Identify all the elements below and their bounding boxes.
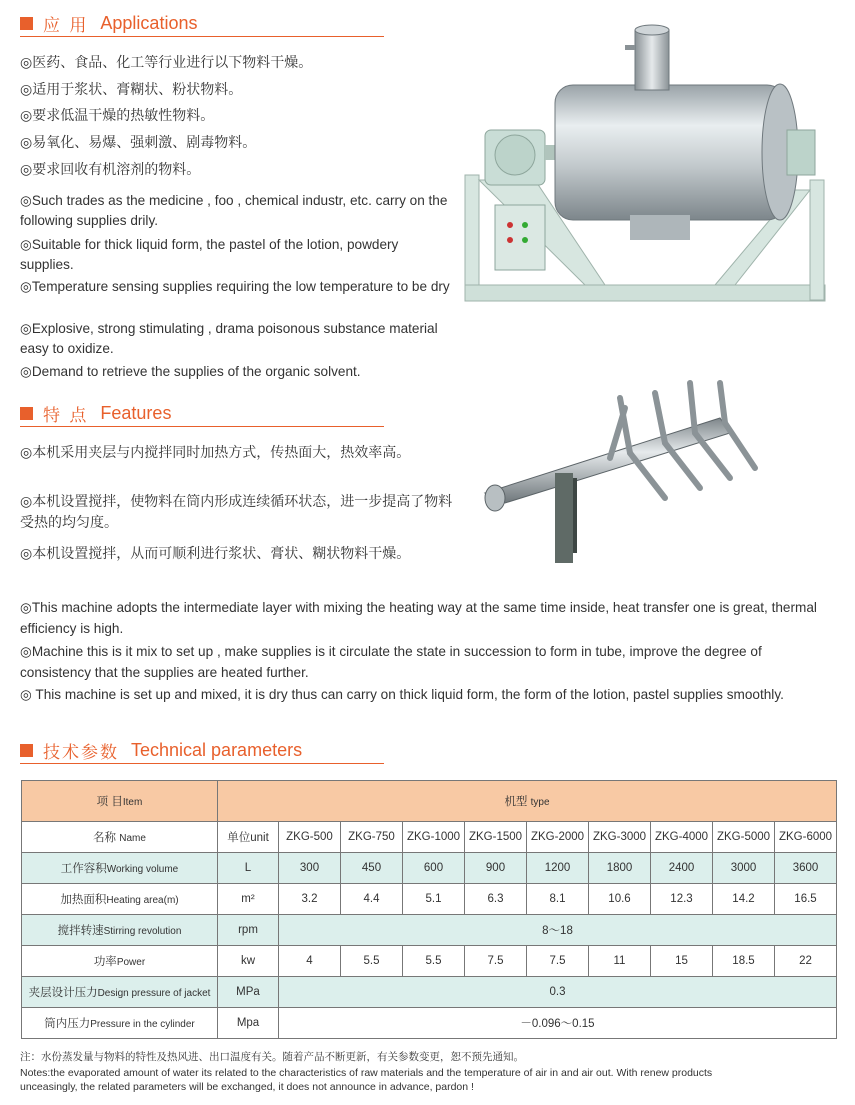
applications-title-en: Applications — [100, 12, 198, 33]
applications-en-item: ◎Explosive, strong stimulating , drama poisonous substance material easy to oxidize. — [20, 321, 438, 356]
row-label: 加热面积Heating area(m) — [22, 884, 218, 915]
features-underline — [20, 426, 384, 427]
model-cell: ZKG-4000 — [651, 822, 713, 853]
features-en-item: ◎This machine adopts the intermediate layer with mixing the heating way at the same time inside, heat transfer one is great, thermal efficiency is high. — [20, 600, 817, 636]
value-cell: 600 — [403, 853, 465, 884]
span-value-cell: 0.3 — [279, 977, 837, 1008]
value-cell: 22 — [775, 946, 837, 977]
model-cell: ZKG-1000 — [403, 822, 465, 853]
unit-cell: kw — [218, 946, 279, 977]
table-row — [22, 1008, 837, 1039]
applications-cn-item: ◎要求回收有机溶剂的物料。 — [20, 162, 201, 178]
features-cn-item: ◎本机设置搅拌，使物料在筒内形成连续循环状态，进一步提高了物料受热的均匀度。 — [20, 494, 453, 531]
features-cn-item: ◎本机设置搅拌，从而可顺利进行浆状、膏状、糊状物料干燥。 — [20, 546, 411, 562]
value-cell: 6.3 — [465, 884, 527, 915]
span-value-cell: 8～18 — [279, 915, 837, 946]
row-label: 搅拌转速Stirring revolution — [22, 915, 218, 946]
value-cell: 5.1 — [403, 884, 465, 915]
unit-cell: L — [218, 853, 279, 884]
model-cell: ZKG-500 — [279, 822, 341, 853]
applications-heading — [20, 12, 197, 34]
features-en-item: ◎ This machine is set up and mixed, it is dry thus can carry on thick liquid form, the form of the lotion, pastel supplies smoothly. — [20, 687, 784, 702]
value-cell: 8.1 — [527, 884, 589, 915]
model-cell: ZKG-1500 — [465, 822, 527, 853]
table-row — [22, 946, 837, 977]
applications-en-item: ◎Demand to retrieve the supplies of the organic solvent. — [20, 364, 361, 379]
value-cell: 7.5 — [527, 946, 589, 977]
value-cell: 14.2 — [713, 884, 775, 915]
value-cell: 5.5 — [403, 946, 465, 977]
features-cn-item: ◎本机采用夹层与内搅拌同时加热方式，传热面大，热效率高。 — [20, 445, 411, 461]
params-heading — [20, 739, 302, 761]
value-cell: 4.4 — [341, 884, 403, 915]
note-cn: 注：水份蒸发量与物料的特性及热风进、出口温度有关。随着产品不断更新，有关参数变更，恕不预先通知。 — [20, 1051, 524, 1063]
section-bullet-icon — [20, 17, 33, 30]
value-cell: 7.5 — [465, 946, 527, 977]
value-cell: 3600 — [775, 853, 837, 884]
header-item-cell: 项 目Item — [22, 781, 218, 822]
unit-label-cell: 单位unit — [218, 822, 279, 853]
note-en-line1: Notes:the evaporated amount of water its related to the characteristics of raw materials and the temperature of air in and air out. With renew products — [20, 1067, 713, 1079]
model-cell: ZKG-2000 — [527, 822, 589, 853]
model-cell: ZKG-3000 — [589, 822, 651, 853]
table-row-models — [22, 822, 837, 853]
applications-cn-item: ◎要求低温干燥的热敏性物料。 — [20, 108, 215, 124]
value-cell: 3000 — [713, 853, 775, 884]
row-label: 夹层设计压力Design pressure of jacket — [22, 977, 218, 1008]
value-cell: 1800 — [589, 853, 651, 884]
unit-cell: Mpa — [218, 1008, 279, 1039]
model-cell: ZKG-750 — [341, 822, 403, 853]
header-type-cell: 机型 type — [218, 781, 837, 822]
applications-en-item: ◎Suitable for thick liquid form, the pastel of the lotion, powdery supplies. — [20, 237, 399, 272]
value-cell: 18.5 — [713, 946, 775, 977]
value-cell: 2400 — [651, 853, 713, 884]
row-label: 工作容积Working volume — [22, 853, 218, 884]
model-cell: ZKG-6000 — [775, 822, 837, 853]
value-cell: 5.5 — [341, 946, 403, 977]
value-cell: 1200 — [527, 853, 589, 884]
value-cell: 10.6 — [589, 884, 651, 915]
row-label: 功率Power — [22, 946, 218, 977]
section-bullet-icon — [20, 744, 33, 757]
agitator-shaft-image — [480, 378, 780, 573]
value-cell: 300 — [279, 853, 341, 884]
features-title-cn: 特 点 — [43, 405, 89, 426]
value-cell: 11 — [589, 946, 651, 977]
applications-cn-item: ◎适用于浆状、膏糊状、粉状物料。 — [20, 82, 243, 98]
params-title-en: Technical parameters — [131, 739, 303, 760]
applications-en-item: ◎Temperature sensing supplies requiring the low temperature to be dry — [20, 279, 450, 294]
name-label-cell: 名称 Name — [22, 822, 218, 853]
value-cell: 16.5 — [775, 884, 837, 915]
value-cell: 15 — [651, 946, 713, 977]
value-cell: 900 — [465, 853, 527, 884]
value-cell: 4 — [279, 946, 341, 977]
model-cell: ZKG-5000 — [713, 822, 775, 853]
features-title-en: Features — [100, 402, 172, 423]
span-value-cell: －0.096～0.15 — [279, 1008, 837, 1039]
features-en-item: ◎Machine this is it mix to set up , make supplies is it circulate the state in succession to form in tube, improve the degree of consistency that the supplies are heated further. — [20, 644, 762, 680]
parameters-table — [21, 780, 837, 1039]
features-heading — [20, 402, 171, 424]
table-header-row — [22, 781, 837, 822]
table-row — [22, 977, 837, 1008]
unit-cell: rpm — [218, 915, 279, 946]
applications-en-item: ◎Such trades as the medicine , foo , chemical industr, etc. carry on the following supplies drily. — [20, 193, 448, 228]
section-bullet-icon — [20, 407, 33, 420]
params-title-cn: 技术参数 — [43, 742, 119, 763]
applications-underline — [20, 36, 384, 37]
unit-cell: m² — [218, 884, 279, 915]
applications-cn-item: ◎易氧化、易爆、强刺激、剧毒物料。 — [20, 135, 257, 151]
params-underline — [20, 763, 384, 764]
row-label: 筒内压力Pressure in the cylinder — [22, 1008, 218, 1039]
applications-cn-item: ◎医药、食品、化工等行业进行以下物料干燥。 — [20, 55, 313, 71]
table-row — [22, 884, 837, 915]
note-en-line2: unceasingly, the related parameters will be exchanged, it does not announce in advance, pardon ! — [20, 1081, 474, 1093]
unit-cell: MPa — [218, 977, 279, 1008]
vacuum-dryer-image — [455, 20, 845, 320]
table-row — [22, 915, 837, 946]
applications-title-cn: 应 用 — [43, 15, 89, 36]
table-row — [22, 853, 837, 884]
value-cell: 3.2 — [279, 884, 341, 915]
value-cell: 450 — [341, 853, 403, 884]
value-cell: 12.3 — [651, 884, 713, 915]
